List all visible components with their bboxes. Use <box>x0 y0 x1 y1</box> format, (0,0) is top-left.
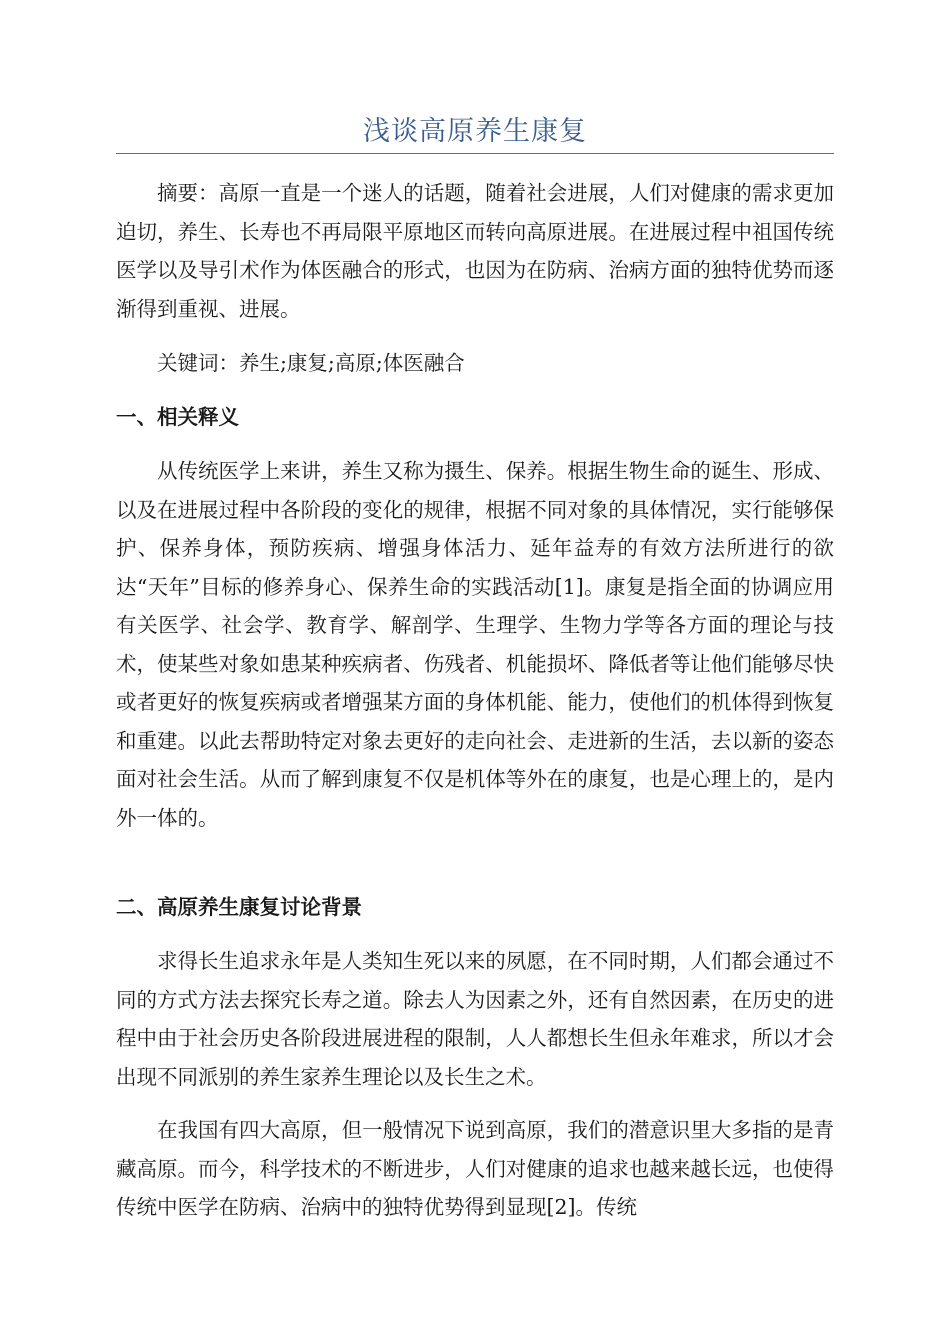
document-title: 浅谈高原养生康复 <box>363 116 587 147</box>
section2-paragraph-2: 在我国有四大高原，但一般情况下说到高原，我们的潜意识里大多指的是青藏高原。而今，科学技术的不断进步，人们对健康的追求也越来越长远，也使得传统中医学在防病、治病中的独特优势得到显现[2]。传统 <box>116 1118 834 1219</box>
keywords-line: 关键词：养生;康复;高原;体医融合 <box>157 351 465 375</box>
section1-paragraph: 从传统医学上来讲，养生又称为摄生、保养。根据生物生命的诞生、形成、以及在进展过程中各阶段的变化的规律，根据不同对象的具体情况，实行能够保护、保养身体，预防疾病、增强身体活力、延年益寿的有效方法所进行的欲达“天年”目标的修养身心、保养生命的实践活动[1]。康复是指全面的协调应用有关医学、社会学、教育学、解剖学、生理学、生物力学等各方面的理论与技术，使某些对象如患某种疾病者、伤残者、机能损坏、降低者等让他们能够尽快或者更好的恢复疾病或者增强某方面的身体机能、能力，使他们的机体得到恢复和重建。以此去帮助特定对象去更好的走向社会、走进新的生活，去以新的姿态面对社会生活。从而了解到康复不仅是机体等外在的康复，也是心理上的，是内外一体的。 <box>116 459 834 830</box>
section2-paragraph-1: 求得长生追求永年是人类知生死以来的夙愿，在不同时期，人们都会通过不同的方式方法去探究长寿之道。除去人为因素之外，还有自然因素，在历史的进程中由于社会历史各阶段进展进程的限制，人人都想长生但永年难求，所以才会出现不同派别的养生家养生理论以及长生之术。 <box>116 949 834 1089</box>
title-underline <box>116 153 834 154</box>
abstract-paragraph: 摘要：高原一直是一个迷人的话题，随着社会进展，人们对健康的需求更加迫切，养生、长寿也不再局限平原地区而转向高原进展。在进展过程中祖国传统医学以及导引术作为体医融合的形式，也因为在防病、治病方面的独特优势而逐渐得到重视、进展。 <box>116 181 834 321</box>
section-heading-2: 二、高原养生康复讨论背景 <box>116 895 362 919</box>
section-heading-1: 一、相关释义 <box>116 405 239 429</box>
